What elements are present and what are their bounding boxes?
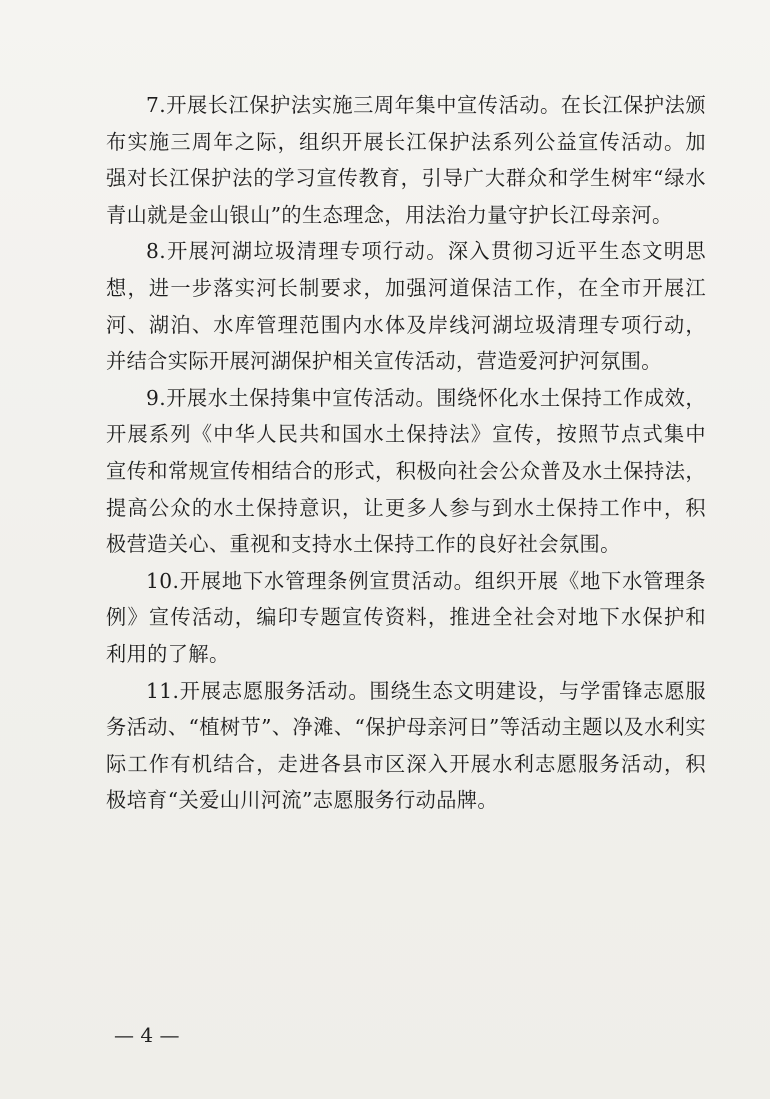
paragraph-item-8 [106, 233, 706, 379]
document-body [106, 87, 706, 819]
text-line: 11.开展志愿服务活动。围绕生态文明建设，与学雷锋志愿服 [146, 678, 706, 703]
text-line: 极营造关心、重视和支持水土保持工作的良好社会氛围。 [106, 532, 621, 557]
text-line: 际工作有机结合，走进各县市区深入开展水利志愿服务活动，积 [106, 751, 706, 776]
text-line: 青山就是金山银山”的生态理念，用法治力量守护长江母亲河。 [106, 202, 673, 227]
text-line: 7.开展长江保护法实施三周年集中宣传活动。在长江保护法颁 [146, 93, 706, 117]
paragraph-item-10 [106, 563, 706, 673]
page-number: — 4 — [114, 1023, 180, 1047]
text-line: 10.开展地下水管理条例宣贯活动。组织开展《地下水管理条 [146, 568, 706, 593]
text-line: 布实施三周年之际，组织开展长江保护法系列公益宣传活动。加 [106, 129, 706, 154]
text-line: 8.开展河湖垃圾清理专项行动。深入贯彻习近平生态文明思 [146, 239, 706, 264]
text-line: 9.开展水土保持集中宣传活动。围绕怀化水土保持工作成效， [146, 385, 706, 410]
text-line: 极培育“关爱山川河流”志愿服务行动品牌。 [106, 788, 499, 813]
text-line: 开展系列《中华人民共和国水土保持法》宣传，按照节点式集中 [106, 422, 706, 447]
paragraph-item-11 [106, 673, 706, 819]
paragraph-item-7 [106, 87, 706, 233]
text-line: 宣传和常规宣传相结合的形式，积极向社会公众普及水土保持法， [106, 458, 706, 483]
text-line: 强对长江保护法的学习宣传教育，引导广大群众和学生树牢“绿水 [106, 166, 706, 191]
text-line: 河、湖泊、水库管理范围内水体及岸线河湖垃圾清理专项行动， [106, 312, 706, 337]
text-line: 提高公众的水土保持意识，让更多人参与到水土保持工作中，积 [106, 495, 706, 520]
text-line: 利用的了解。 [106, 641, 230, 666]
paragraph-item-9 [106, 380, 706, 563]
text-line: 务活动、“植树节”、净滩、“保护母亲河日”等活动主题以及水利实 [106, 715, 706, 740]
text-line: 想，进一步落实河长制要求，加强河道保洁工作，在全市开展江 [106, 275, 706, 300]
text-line: 并结合实际开展河湖保护相关宣传活动，营造爱河护河氛围。 [106, 349, 662, 374]
text-line: 例》宣传活动，编印专题宣传资料，推进全社会对地下水保护和 [106, 605, 706, 630]
